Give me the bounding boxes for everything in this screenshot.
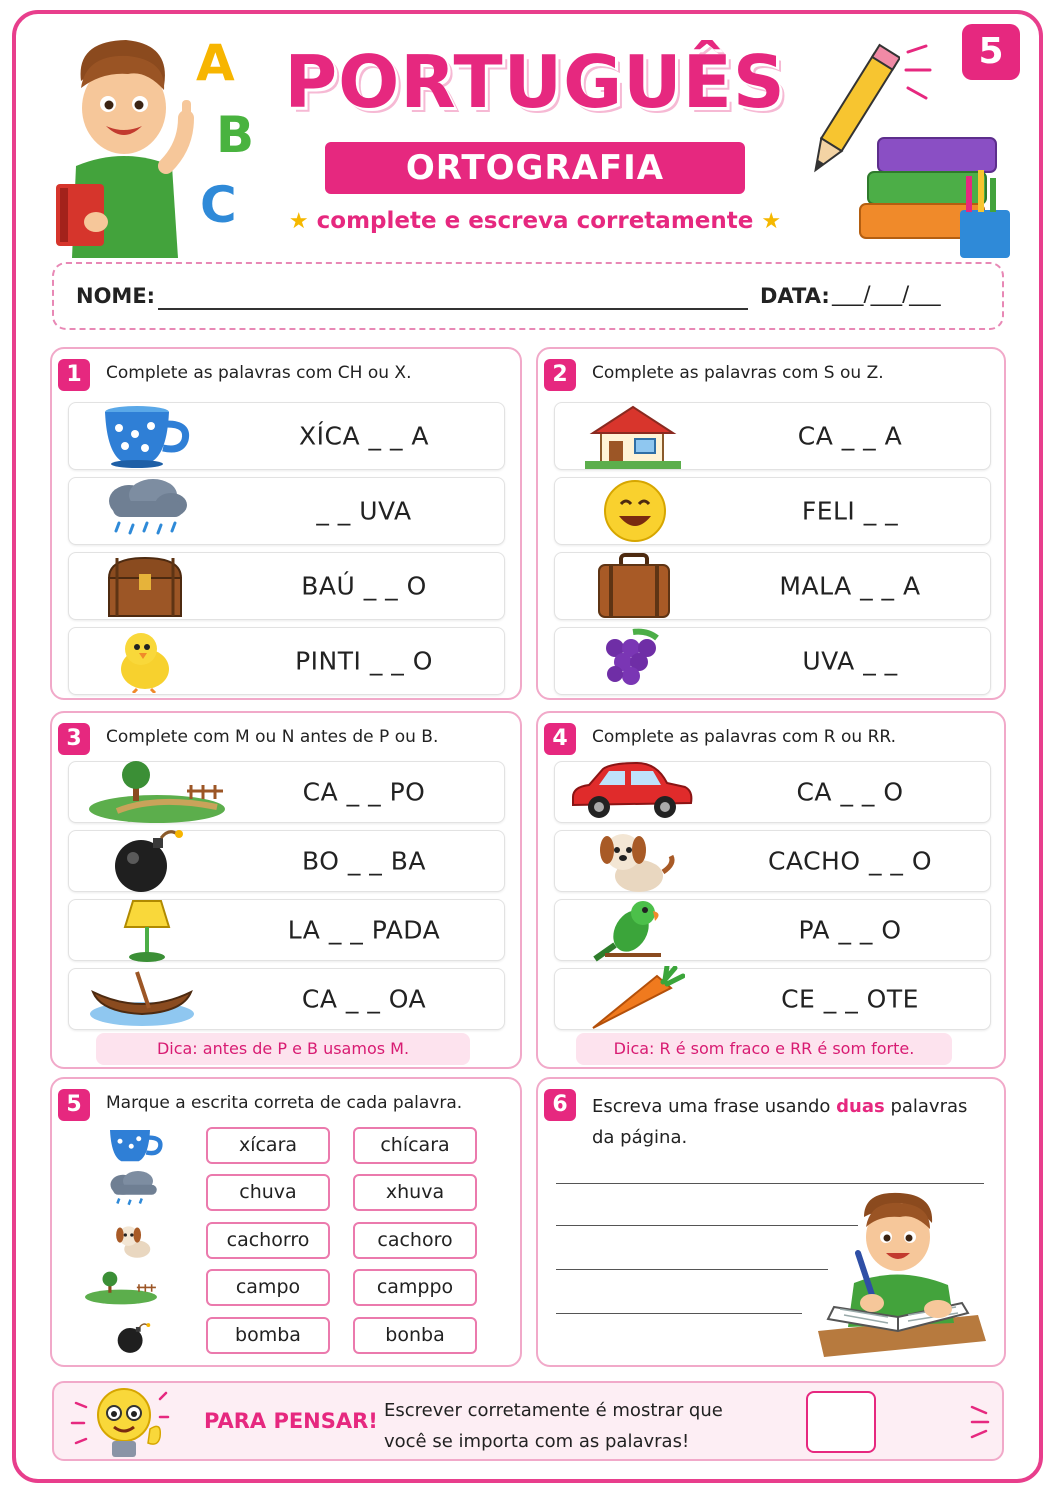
option-a[interactable]: campo — [206, 1269, 330, 1306]
lightbulb-icon — [68, 1377, 186, 1467]
word-row — [554, 968, 991, 1030]
word-with-blanks[interactable]: PINTI _ _ O — [295, 646, 433, 676]
star-icon: ★ — [288, 209, 309, 234]
reflection-title: PARA PENSAR! — [204, 1409, 378, 1433]
exercise-number: 6 — [544, 1089, 576, 1121]
word-row — [68, 968, 505, 1030]
word-row — [554, 552, 991, 620]
page-number-badge: 5 — [962, 24, 1020, 80]
word-with-blanks[interactable]: CE _ _ OTE — [781, 984, 919, 1014]
word-row — [554, 899, 991, 961]
word-row — [68, 830, 505, 892]
exercise-number: 2 — [544, 359, 576, 391]
rain-cloud-icon — [99, 479, 191, 543]
reflection-footer — [52, 1381, 1004, 1461]
boy-writing-illustration — [808, 1191, 990, 1357]
option-a[interactable]: xícara — [206, 1127, 330, 1164]
reflection-line: Escrever corretamente é mostrar que — [384, 1400, 723, 1421]
reflection-text — [384, 1395, 764, 1457]
word-row — [68, 761, 505, 823]
exercise-2 — [536, 347, 1006, 700]
subtitle: complete e escreva corretamente — [316, 208, 754, 234]
exercise-6 — [536, 1077, 1006, 1367]
parrot-icon — [585, 897, 681, 963]
option-b[interactable]: xhuva — [353, 1174, 477, 1211]
word-with-blanks[interactable]: _ _ UVA — [316, 496, 412, 526]
bomb-icon — [110, 1315, 156, 1361]
page-title: PORTUGUÊS — [284, 40, 786, 124]
sparkle-icon — [900, 44, 936, 104]
letter-b: B — [216, 106, 255, 164]
name-label: NOME: — [76, 284, 156, 308]
instruction-text: da página. — [592, 1127, 688, 1148]
lamp-icon — [99, 897, 195, 963]
subtitle-row — [285, 208, 785, 234]
writing-line[interactable] — [556, 1183, 984, 1184]
field-icon — [87, 761, 227, 823]
canoe-icon — [87, 968, 197, 1030]
answer-box[interactable] — [806, 1391, 876, 1453]
cup-icon — [106, 1125, 164, 1165]
word-with-blanks[interactable]: CA _ _ O — [796, 777, 904, 807]
cup-icon — [99, 404, 191, 468]
chest-icon — [99, 554, 191, 618]
word-row — [554, 761, 991, 823]
option-b[interactable]: cachoro — [353, 1222, 477, 1259]
star-icon: ★ — [761, 209, 782, 234]
instruction-text: palavras — [884, 1096, 968, 1117]
exercise-instruction: Complete com M ou N antes de P ou B. — [106, 727, 439, 747]
writing-line[interactable] — [556, 1269, 828, 1270]
word-with-blanks[interactable]: CA _ _ OA — [301, 984, 427, 1014]
word-row — [68, 477, 505, 545]
exercise-instruction: Complete as palavras com S ou Z. — [592, 363, 884, 383]
books-and-pencils-icon — [856, 132, 1016, 262]
word-with-blanks[interactable]: BO _ _ BA — [302, 846, 426, 876]
letter-a: A — [196, 34, 235, 92]
ribbon-text: ORTOGRAFIA — [405, 148, 665, 188]
letter-c: C — [200, 176, 237, 234]
word-row — [68, 402, 505, 470]
exercise-instruction — [592, 1091, 967, 1153]
bomb-icon — [99, 828, 195, 894]
word-row — [68, 899, 505, 961]
option-a[interactable]: chuva — [206, 1174, 330, 1211]
word-row — [68, 627, 505, 695]
writing-line[interactable] — [556, 1313, 802, 1314]
word-with-blanks[interactable]: MALA _ _ A — [779, 571, 921, 601]
smiley-icon — [585, 478, 681, 544]
word-with-blanks[interactable]: UVA _ _ — [802, 646, 898, 676]
word-row — [554, 477, 991, 545]
option-a[interactable]: bomba — [206, 1317, 330, 1354]
word-with-blanks[interactable]: PA _ _ O — [798, 915, 902, 945]
exercise-3 — [50, 711, 522, 1069]
exercise-instruction: Complete as palavras com CH ou X. — [106, 363, 412, 383]
name-field[interactable] — [158, 308, 748, 310]
exercise-number: 3 — [58, 723, 90, 755]
word-with-blanks[interactable]: LA _ _ PADA — [287, 915, 441, 945]
word-with-blanks[interactable]: XÍCA _ _ A — [299, 421, 429, 451]
car-icon — [567, 761, 695, 823]
tip-box: Dica: R é som fraco e RR é som forte. — [576, 1033, 952, 1065]
word-with-blanks[interactable]: CACHO _ _ O — [767, 846, 933, 876]
exercise-4 — [536, 711, 1006, 1069]
dog-icon — [108, 1217, 160, 1265]
rain-cloud-icon — [104, 1171, 162, 1211]
word-with-blanks[interactable]: CA _ _ A — [797, 421, 903, 451]
exercise-instruction: Marque a escrita correta de cada palavra. — [106, 1093, 463, 1113]
house-icon — [585, 403, 681, 469]
ribbon-banner — [325, 142, 745, 194]
suitcase-icon — [585, 553, 681, 619]
instruction-emphasis: duas — [836, 1096, 885, 1117]
option-b[interactable]: chícara — [353, 1127, 477, 1164]
field-icon — [84, 1269, 158, 1307]
option-b[interactable]: camppo — [353, 1269, 477, 1306]
word-with-blanks[interactable]: FELI _ _ — [801, 496, 899, 526]
option-b[interactable]: bonba — [353, 1317, 477, 1354]
tip-box: Dica: antes de P e B usamos M. — [96, 1033, 470, 1065]
word-with-blanks[interactable]: BAÚ _ _ O — [301, 571, 427, 601]
date-label: DATA: — [760, 284, 830, 308]
exercise-number: 5 — [58, 1089, 90, 1121]
word-row — [554, 402, 991, 470]
exercise-number: 4 — [544, 723, 576, 755]
word-row — [554, 830, 991, 892]
exercise-instruction: Complete as palavras com R ou RR. — [592, 727, 897, 747]
option-a[interactable]: cachorro — [206, 1222, 330, 1259]
word-row — [554, 627, 991, 695]
word-with-blanks[interactable]: CA _ _ PO — [302, 777, 426, 807]
carrot-icon — [585, 966, 685, 1032]
boy-with-book-illustration — [36, 26, 206, 258]
exercise-1 — [50, 347, 522, 700]
name-date-box — [52, 262, 1004, 330]
chick-icon — [99, 629, 191, 693]
dog-icon — [585, 828, 681, 894]
exercise-5 — [50, 1077, 522, 1367]
instruction-text: Escreva uma frase usando — [592, 1096, 837, 1117]
grapes-icon — [585, 628, 681, 694]
word-row — [68, 552, 505, 620]
reflection-line: você se importa com as palavras! — [384, 1431, 690, 1452]
date-field[interactable]: ___/___/___ — [832, 282, 941, 306]
sparkle-icon — [968, 1401, 992, 1443]
exercise-number: 1 — [58, 359, 90, 391]
